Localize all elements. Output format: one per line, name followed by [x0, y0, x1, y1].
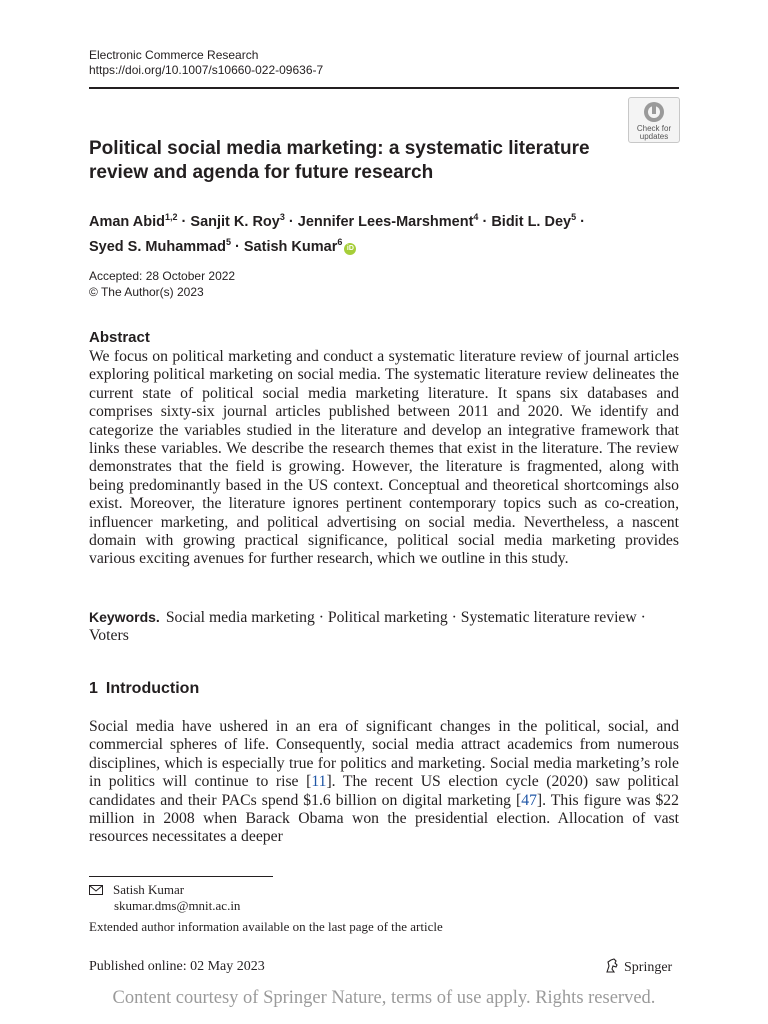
author-affiliation: 1,2 — [165, 212, 178, 222]
article-title: Political social media marketing: a systematic literature review and agenda for future research — [89, 138, 590, 183]
section-title: Introduction — [105, 680, 200, 697]
author-affiliation: 4 — [473, 212, 479, 222]
keywords-label: Keywords. — [89, 609, 160, 625]
extended-author-info: Extended author information available on the last page of the article — [89, 919, 443, 934]
citation-link[interactable]: 47 — [521, 791, 537, 809]
intro-text-part: Social media have ushered in an era of significant changes in the political, social, and commercial spheres of life. Consequently, social media attract academics from numerous disciplines, which is especially true for politics and marketing. Social media marketing’s role in politics will continue to rise [ — [89, 718, 679, 791]
publisher-name: Springer — [624, 960, 673, 975]
doi-link[interactable]: https://doi.org/10.1007/s10660-022-09636-7 — [89, 63, 324, 77]
author-name[interactable]: Aman Abid — [89, 213, 165, 230]
published-date: Published online: 02 May 2023 — [89, 959, 265, 974]
badge-line1: Check for — [636, 124, 672, 133]
check-updates-icon — [642, 101, 666, 123]
author-list: Aman Abid$^{1,2}$ · Sanjit K. Roy$^3$ · Jennifer Lees-Marshment$^4$ · Bidit L. Dey$^5$ · Syed S. Muhammad$^5$ · Satish Kumar$^6$iD — [89, 212, 585, 255]
author-affiliation: 5 — [571, 212, 577, 222]
section-heading — [89, 680, 199, 698]
springer-logo — [604, 958, 672, 976]
header-rule — [89, 87, 679, 89]
author-name[interactable]: Satish Kumar — [243, 238, 338, 255]
author-name[interactable]: Bidit L. Dey — [491, 213, 572, 230]
author-affiliation: 5 — [225, 236, 231, 247]
keywords-block — [89, 608, 679, 646]
copyright-line: © The Author(s) 2023 — [89, 285, 204, 299]
article-dates — [89, 268, 235, 300]
keywords-text: Social media marketing · Political marketing · Systematic literature review · Voters — [89, 609, 646, 645]
corresponding-author — [89, 882, 184, 898]
check-for-updates-badge[interactable] — [628, 97, 680, 143]
author-name[interactable]: Syed S. Muhammad — [89, 238, 226, 255]
envelope-icon — [89, 885, 103, 895]
springer-horse-icon — [604, 958, 620, 974]
courtesy-notice: Content courtesy of Springer Nature, terms of use apply. Rights reserved. — [112, 988, 656, 1008]
citation-link[interactable]: 11 — [311, 773, 327, 791]
author-affiliation: 6 — [337, 236, 343, 247]
accepted-date: Accepted: 28 October 2022 — [89, 269, 236, 283]
abstract-text: We focus on political marketing and conduct a systematic literature review of journal articles exploring political marketing on social media. The systematic literature review delineates the current state of political social media marketing literature. It spans six databases and comprises sixty-six journal articles published between 2011 and 2020. We identify and categorize the variables studied in the literature and develop an integrative framework that links these variables. We describe the research themes that exist in the literature. The review demonstrates that the field is growing. However, the literature is fragmented, along with being predominantly based in the US context. Conceptual and theoretical shortcomings also exist. Moreover, the literature ignores pertinent contemporary topics such as co-creation, influencer marketing, and political advertising on social media. Nevertheless, a nascent domain with growing practical significance, political social media marketing provides various exciting avenues for further research, which we outline in this study. — [89, 348, 679, 568]
author-name[interactable]: Jennifer Lees-Marshment — [297, 213, 474, 230]
corresponding-email[interactable]: skumar.dms@mnit.ac.in — [114, 898, 241, 913]
intro-text-part: ]. This figure was $22 million in 2008 when Barack Obama won the presidential election. Allocation of vast resources necessitates a deeper — [89, 791, 679, 846]
badge-line2: updates — [639, 132, 669, 141]
abstract-heading: Abstract — [89, 329, 150, 346]
journal-name: Electronic Commerce Research — [89, 48, 259, 62]
intro-text-part: ]. The recent US election cycle (2020) saw political candidates and their PACs spend $1.6 billion on digital marketing [ — [89, 773, 679, 809]
section-number: 1 — [89, 680, 98, 697]
orcid-icon[interactable]: iD — [344, 243, 356, 255]
introduction-paragraph — [89, 718, 679, 847]
corresponding-author-name: Satish Kumar — [113, 882, 185, 897]
author-affiliation: 3 — [279, 212, 285, 222]
footnote-rule — [89, 876, 273, 877]
journal-header — [89, 48, 323, 78]
author-name[interactable]: Sanjit K. Roy — [190, 213, 280, 230]
